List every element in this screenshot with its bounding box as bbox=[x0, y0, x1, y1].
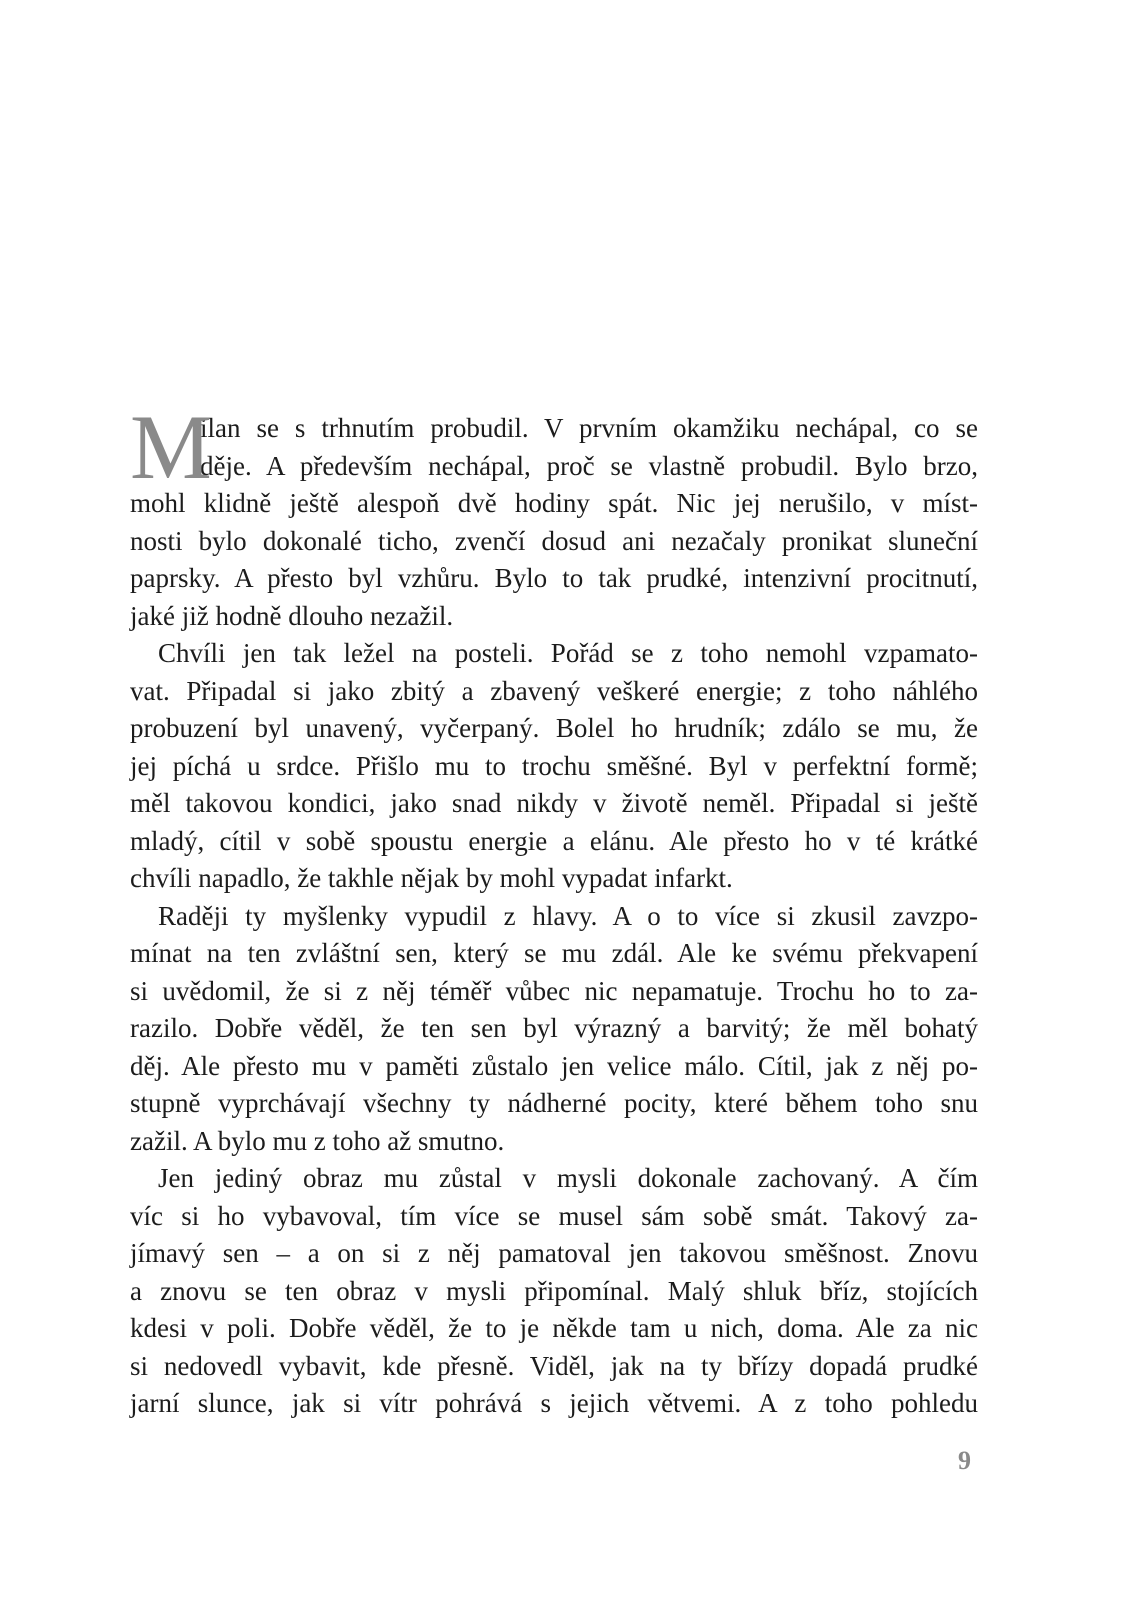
text-line: Chvíli jen tak ležel na posteli. Pořád se z toho nemohl vzpamato- bbox=[158, 638, 978, 668]
paragraph-4 bbox=[130, 1160, 978, 1423]
text-line: razilo. Dobře věděl, že ten sen byl výrazný a barvitý; že měl bohatý bbox=[130, 1013, 978, 1043]
text-line: probuzení byl unavený, vyčerpaný. Bolel ho hrudník; zdálo se mu, že bbox=[130, 713, 978, 743]
text-line: jej píchá u srdce. Přišlo mu to trochu směšné. Byl v perfektní formě; bbox=[130, 750, 978, 781]
text-line: děje. A především nechápal, proč se vlastně probudil. Bylo brzo, bbox=[200, 450, 978, 481]
text-line: víc si ho vybavoval, tím více se musel sám sobě smát. Takový za- bbox=[130, 1200, 978, 1231]
text-line: si uvědomil, že si z něj téměř vůbec nic nepamatuje. Trochu ho to za- bbox=[130, 975, 978, 1006]
text-line: jímavý sen – a on si z něj pamatoval jen takovou směšnost. Znovu bbox=[130, 1238, 978, 1268]
text-line: Raději ty myšlenky vypudil z hlavy. A o to více si zkusil zavzpo- bbox=[158, 900, 978, 931]
text-line: a znovu se ten obraz v mysli připomínal. Malý shluk bříz, stojících bbox=[130, 1275, 978, 1306]
text-line: jarní slunce, jak si vítr pohrává s jejich větvemi. A z toho pohledu bbox=[130, 1388, 978, 1418]
paragraph-1 bbox=[130, 396, 978, 635]
text-line: chvíli napadlo, že takhle nějak by mohl vypadat infarkt. bbox=[130, 863, 733, 893]
text-line: stupně vyprchávají všechny ty nádherné pocity, které během toho snu bbox=[130, 1088, 978, 1118]
drop-cap: M bbox=[130, 396, 212, 498]
text-line: děj. Ale přesto mu v paměti zůstalo jen velice málo. Cítil, jak z něj po- bbox=[130, 1050, 978, 1081]
text-line: jaké již hodně dlouho nezažil. bbox=[130, 600, 454, 631]
text-line: mínat na ten zvláštní sen, který se mu zdál. Ale ke svému překvapení bbox=[130, 938, 978, 968]
text-line: nosti bylo dokonalé ticho, zvenčí dosud ani nezačaly pronikat sluneční bbox=[130, 525, 978, 556]
page-body bbox=[130, 396, 978, 1423]
text-line: si nedovedl vybavit, kde přesně. Viděl, jak na ty břízy dopadá prudké bbox=[130, 1350, 978, 1381]
text-line: Jen jediný obraz mu zůstal v mysli dokonale zachovaný. A čím bbox=[158, 1163, 978, 1193]
text-line: mohl klidně ještě alespoň dvě hodiny spát. Nic jej nerušilo, v míst- bbox=[130, 488, 978, 518]
text-line: paprsky. A přesto byl vzhůru. Bylo to tak prudké, intenzivní procitnutí, bbox=[130, 563, 978, 593]
text-line: mladý, cítil v sobě spoustu energie a elánu. Ale přesto ho v té krátké bbox=[130, 825, 978, 856]
text-line: vat. Připadal si jako zbitý a zbavený veškeré energie; z toho náhlého bbox=[130, 675, 978, 706]
text-line: zažil. A bylo mu z toho až smutno. bbox=[130, 1125, 505, 1156]
page-number: 9 bbox=[958, 1446, 971, 1475]
paragraph-2 bbox=[130, 635, 978, 898]
text-line: měl takovou kondici, jako snad nikdy v životě neměl. Připadal si ještě bbox=[130, 788, 978, 818]
text-line: kdesi v poli. Dobře věděl, že to je někde tam u nich, doma. Ale za nic bbox=[130, 1313, 978, 1343]
paragraph-3 bbox=[130, 898, 978, 1161]
text-line: ilan se s trhnutím probudil. V prvním okamžiku nechápal, co se bbox=[200, 413, 978, 443]
